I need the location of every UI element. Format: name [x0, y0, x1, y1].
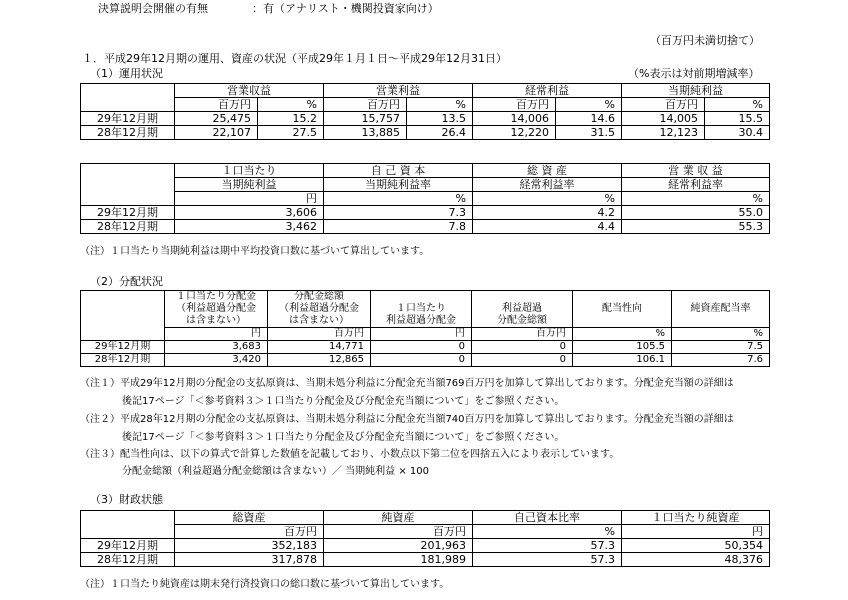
unit-cell: %: [258, 98, 324, 112]
col-header: １口当たり: [371, 303, 472, 315]
col-header: 自己資本比率: [473, 511, 622, 525]
corner-cell: [81, 511, 175, 525]
cell: 15.2: [258, 112, 324, 126]
col-header: 純資産: [324, 511, 473, 525]
section2-note-1: （注１）平成29年12月期の分配金の支払原資は、当期未処分利益に分配金充当額769百万円を加算して算出しております。分配金充当額の詳細は: [80, 378, 734, 389]
col-header: 利益超過分配金: [371, 315, 472, 328]
cell: 7.5: [672, 341, 770, 354]
col-header: [672, 291, 770, 304]
cell: 22,107: [175, 126, 258, 140]
col-header: 純資産配当率: [672, 303, 770, 315]
corner-cell: [81, 303, 165, 315]
col-header: 分配金総額: [268, 291, 371, 304]
col-header: は含まない）: [268, 315, 371, 328]
cell: 14,006: [473, 112, 556, 126]
row-label: 29年12月期: [81, 539, 175, 553]
col-header: 総資産: [175, 511, 324, 525]
table-row: [81, 126, 770, 140]
unit-cell: 百万円: [473, 98, 556, 112]
unit-cell: %: [407, 98, 473, 112]
cell: 30.4: [705, 126, 770, 140]
disclosure-value: ：有（アナリスト・機関投資家向け）: [252, 2, 439, 15]
table-row: [81, 341, 770, 354]
row-label: 29年12月期: [81, 112, 175, 126]
corner-cell: [81, 192, 175, 206]
row-label: 28年12月期: [81, 126, 175, 140]
col-header: １口当たり分配金: [165, 291, 268, 304]
table-row: [81, 553, 770, 567]
cell: 0: [472, 341, 573, 354]
unit-cell: 百万円: [175, 98, 258, 112]
unit-cell: 円: [622, 525, 770, 539]
col-header: １口当たり: [175, 164, 324, 178]
ratios-table: [80, 163, 770, 234]
table-row: [81, 220, 770, 234]
cell: 25,475: [175, 112, 258, 126]
cell: 7.8: [324, 220, 473, 234]
col-header: 当期純利益: [622, 84, 770, 98]
col-header: [371, 291, 472, 304]
corner-cell: [81, 98, 175, 112]
cell: 14,771: [268, 341, 371, 354]
section2-note-2: （注２）平成28年12月期の分配金の支払原資は、当期未処分利益に分配金充当額740百万円を加算して算出しております。分配金充当額の詳細は: [80, 414, 734, 425]
section2-note-3-formula: 分配金総額（利益超過分配金総額は含まない）／ 当期純利益 × 100: [122, 466, 430, 477]
corner-cell: [81, 291, 165, 304]
cell: 15.5: [705, 112, 770, 126]
cell: 57.3: [473, 539, 622, 553]
cell: 7.6: [672, 354, 770, 367]
col-header: 配当性向: [573, 303, 672, 315]
col-header: 経常利益率: [473, 178, 622, 192]
table-row: [81, 112, 770, 126]
cell: 12,220: [473, 126, 556, 140]
unit-cell: 百万円: [324, 525, 473, 539]
cell: 55.3: [622, 220, 770, 234]
unit-cell: %: [672, 328, 770, 341]
col-header: 当期純利益: [175, 178, 324, 192]
col-header: 営 業 収 益: [622, 164, 770, 178]
section1-note: （注）１口当たり当期純利益は期中平均投資口数に基づいて算出しています。: [80, 246, 430, 257]
cell: 12,865: [268, 354, 371, 367]
corner-cell: [81, 164, 175, 178]
col-header: １口当たり純資産: [622, 511, 770, 525]
cell: 0: [371, 341, 472, 354]
col-header: [672, 315, 770, 328]
unit-cell: %: [622, 192, 770, 206]
corner-cell: [81, 178, 175, 192]
col-header: 利益超過: [472, 303, 573, 315]
unit-cell: 百万円: [175, 525, 324, 539]
corner-cell: [81, 525, 175, 539]
cell: 0: [371, 354, 472, 367]
unit-cell: %: [324, 192, 473, 206]
col-header: [573, 315, 672, 328]
cell: 0: [472, 354, 573, 367]
cell: 3,462: [175, 220, 324, 234]
disclosure-label: 決算説明会開催の有無: [98, 2, 208, 15]
unit-cell: %: [705, 98, 770, 112]
col-header: 自 己 資 本: [324, 164, 473, 178]
unit-cell: 百万円: [472, 328, 573, 341]
section3-note: （注）１口当たり純資産は期末発行済投資口の総口数に基づいて算出しています。: [80, 579, 450, 590]
cell: 3,420: [165, 354, 268, 367]
col-header: は含まない）: [165, 315, 268, 328]
section2-note-1-cont: 後記17ページ「＜参考資料３＞１口当たり分配金及び分配金充当額について」をご参照ください。: [122, 396, 565, 407]
col-header: 営業収益: [175, 84, 324, 98]
cell: 27.5: [258, 126, 324, 140]
unit-cell: 百万円: [622, 98, 705, 112]
cell: 15,757: [324, 112, 407, 126]
operating-results-table: [80, 83, 770, 140]
col-header: 経常利益: [473, 84, 622, 98]
cell: 55.0: [622, 206, 770, 220]
cell: 181,989: [324, 553, 473, 567]
col-header: 当期純利益率: [324, 178, 473, 192]
unit-cell: 円: [165, 328, 268, 341]
financial-position-table: [80, 510, 770, 567]
cell: 106.1: [573, 354, 672, 367]
table-row: [81, 539, 770, 553]
row-label: 29年12月期: [81, 206, 175, 220]
section2-sub: （2）分配状況: [90, 275, 163, 288]
cell: 26.4: [407, 126, 473, 140]
unit-cell: %: [556, 98, 622, 112]
unit-cell: %: [473, 192, 622, 206]
cell: 14.6: [556, 112, 622, 126]
col-header: [573, 291, 672, 304]
section2-note-3: （注３）配当性向は、以下の算式で計算した数値を記載しており、小数点以下第二位を四捨五入により表示しています。: [80, 449, 620, 460]
cell: 4.2: [473, 206, 622, 220]
unit-cell: %: [473, 525, 622, 539]
table-row: [81, 354, 770, 367]
cell: 4.4: [473, 220, 622, 234]
col-header: 分配金総額: [472, 315, 573, 328]
col-header: （利益超過分配金: [268, 303, 371, 315]
cell: 48,376: [622, 553, 770, 567]
section2-note-2-cont: 後記17ページ「＜参考資料３＞１口当たり分配金及び分配金充当額について」をご参照ください。: [122, 432, 565, 443]
cell: 352,183: [175, 539, 324, 553]
cell: 3,606: [175, 206, 324, 220]
unit-cell: 円: [371, 328, 472, 341]
unit-cell: %: [573, 328, 672, 341]
section1-sub: （1）運用状況: [90, 67, 163, 80]
cell: 3,683: [165, 341, 268, 354]
col-header: [472, 291, 573, 304]
row-label: 29年12月期: [81, 341, 165, 354]
cell: 13,885: [324, 126, 407, 140]
corner-cell: [81, 328, 165, 341]
cell: 50,354: [622, 539, 770, 553]
cell: 317,878: [175, 553, 324, 567]
cell: 57.3: [473, 553, 622, 567]
unit-cell: 百万円: [324, 98, 407, 112]
corner-cell: [81, 315, 165, 328]
col-header: 総 資 産: [473, 164, 622, 178]
cell: 12,123: [622, 126, 705, 140]
col-header: （利益超過分配金: [165, 303, 268, 315]
col-header: 経常利益率: [622, 178, 770, 192]
row-label: 28年12月期: [81, 220, 175, 234]
cell: 7.3: [324, 206, 473, 220]
unit-cell: 百万円: [268, 328, 371, 341]
cell: 201,963: [324, 539, 473, 553]
distribution-table: [80, 290, 770, 367]
section3-sub: （3）財政状態: [90, 493, 163, 506]
unit-cell: 円: [175, 192, 324, 206]
cell: 105.5: [573, 341, 672, 354]
cell: 13.5: [407, 112, 473, 126]
corner-cell: [81, 84, 175, 98]
pct-note: （%表示は対前期増減率）: [628, 67, 760, 80]
row-label: 28年12月期: [81, 354, 165, 367]
cell: 14,005: [622, 112, 705, 126]
section1-title: １．平成29年12月期の運用、資産の状況（平成29年１月１日～平成29年12月31日）: [82, 52, 507, 65]
table-row: [81, 206, 770, 220]
col-header: 営業利益: [324, 84, 473, 98]
cell: 31.5: [556, 126, 622, 140]
unit-note: （百万円未満切捨て）: [650, 34, 760, 47]
row-label: 28年12月期: [81, 553, 175, 567]
